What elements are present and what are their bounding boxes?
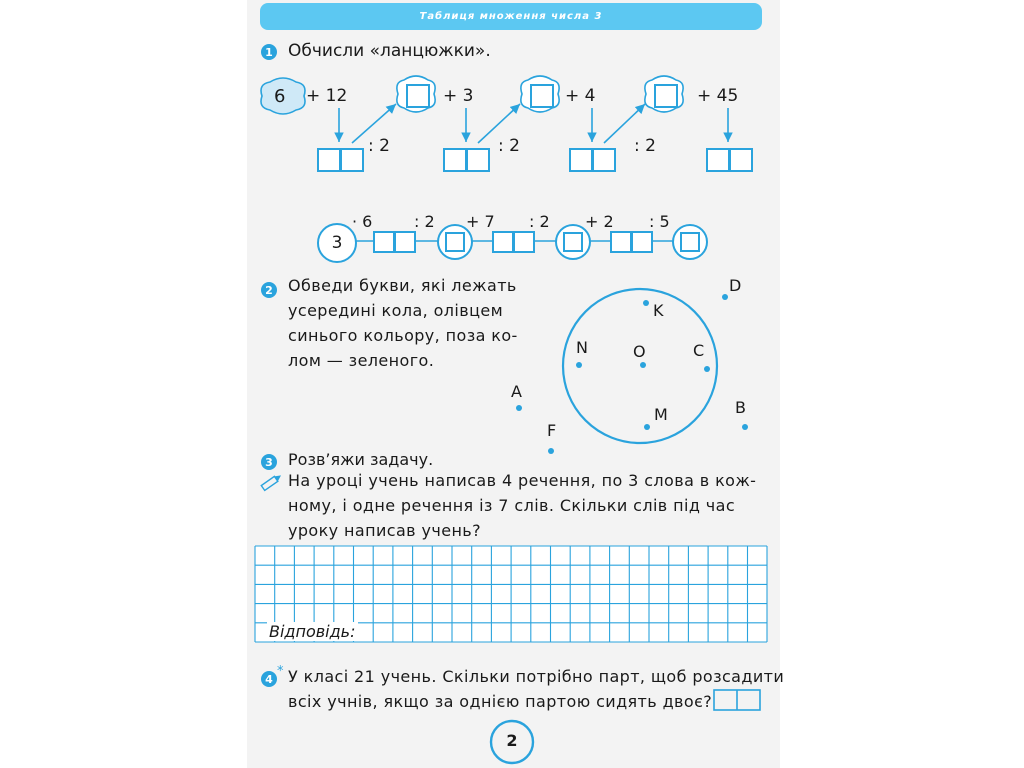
task-4-answer-box[interactable] <box>716 692 759 709</box>
task-1-number: 1 <box>261 44 277 60</box>
letter-b[interactable]: B <box>735 398 746 417</box>
task-2-line: усередині кола, олівцем <box>288 301 504 320</box>
task-3-line: На уроці учень написав 4 речення, по 3 слова в кож- <box>288 471 757 490</box>
page-number: 2 <box>506 731 518 750</box>
task-3-line: уроку написав учень? <box>288 521 482 540</box>
task-2-number: 2 <box>261 282 277 298</box>
task-4-line: У класі 21 учень. Скільки потрібно парт, щоб розсадити <box>288 667 785 686</box>
chain-1-op-5: + 4 <box>565 86 596 106</box>
task-3-number: 3 <box>261 454 277 470</box>
task-4-number: 4 <box>261 671 277 687</box>
letter-o[interactable]: O <box>633 342 646 361</box>
chain-1-op-4: : 2 <box>498 136 520 156</box>
chain-2-op-6: : 5 <box>649 212 670 231</box>
task-2-line: лом — зеленого. <box>288 351 435 370</box>
task-2-line: синього кольору, поза ко- <box>288 326 518 345</box>
star-icon: * <box>277 664 284 679</box>
letter-k[interactable]: K <box>653 301 664 320</box>
task-3-text <box>288 468 756 543</box>
chain-2-start-value: 3 <box>317 223 357 263</box>
chain-1-op-2: : 2 <box>368 136 390 156</box>
task-1-instruction: Обчисли «ланцюжки». <box>288 41 491 61</box>
chain-1-op-7: + 45 <box>697 86 739 106</box>
letter-a[interactable]: A <box>511 382 522 401</box>
chain-2-op-3: + 7 <box>466 212 495 231</box>
task-4-line: всіх учнів, якщо за однією партою сидять двоє? <box>288 692 713 711</box>
letter-d[interactable]: D <box>729 276 742 295</box>
task-3-title: Розв’яжи задачу. <box>288 450 434 469</box>
letter-n[interactable]: N <box>576 338 588 357</box>
page-title: Таблиця множення числа 3 <box>260 3 762 30</box>
chain-2-op-5: + 2 <box>585 212 614 231</box>
chain-1-start-value: 6 <box>274 86 286 107</box>
chain-2-op-1: · 6 <box>352 212 373 231</box>
chain-1-op-1: + 12 <box>306 86 348 106</box>
task-2-line: Обведи букви, які лежать <box>288 276 517 295</box>
answer-label: Відповідь: <box>269 622 356 641</box>
letter-c[interactable]: C <box>693 341 705 360</box>
task-4-text <box>288 664 784 714</box>
chain-2-op-4: : 2 <box>529 212 550 231</box>
task-3-line: ному, і одне речення із 7 слів. Скільки слів під час <box>288 496 736 515</box>
chain-1-op-3: + 3 <box>443 86 474 106</box>
letter-f[interactable]: F <box>547 421 557 440</box>
chain-1-op-6: : 2 <box>634 136 656 156</box>
chain-2-op-2: : 2 <box>414 212 435 231</box>
letter-m[interactable]: M <box>654 405 668 424</box>
